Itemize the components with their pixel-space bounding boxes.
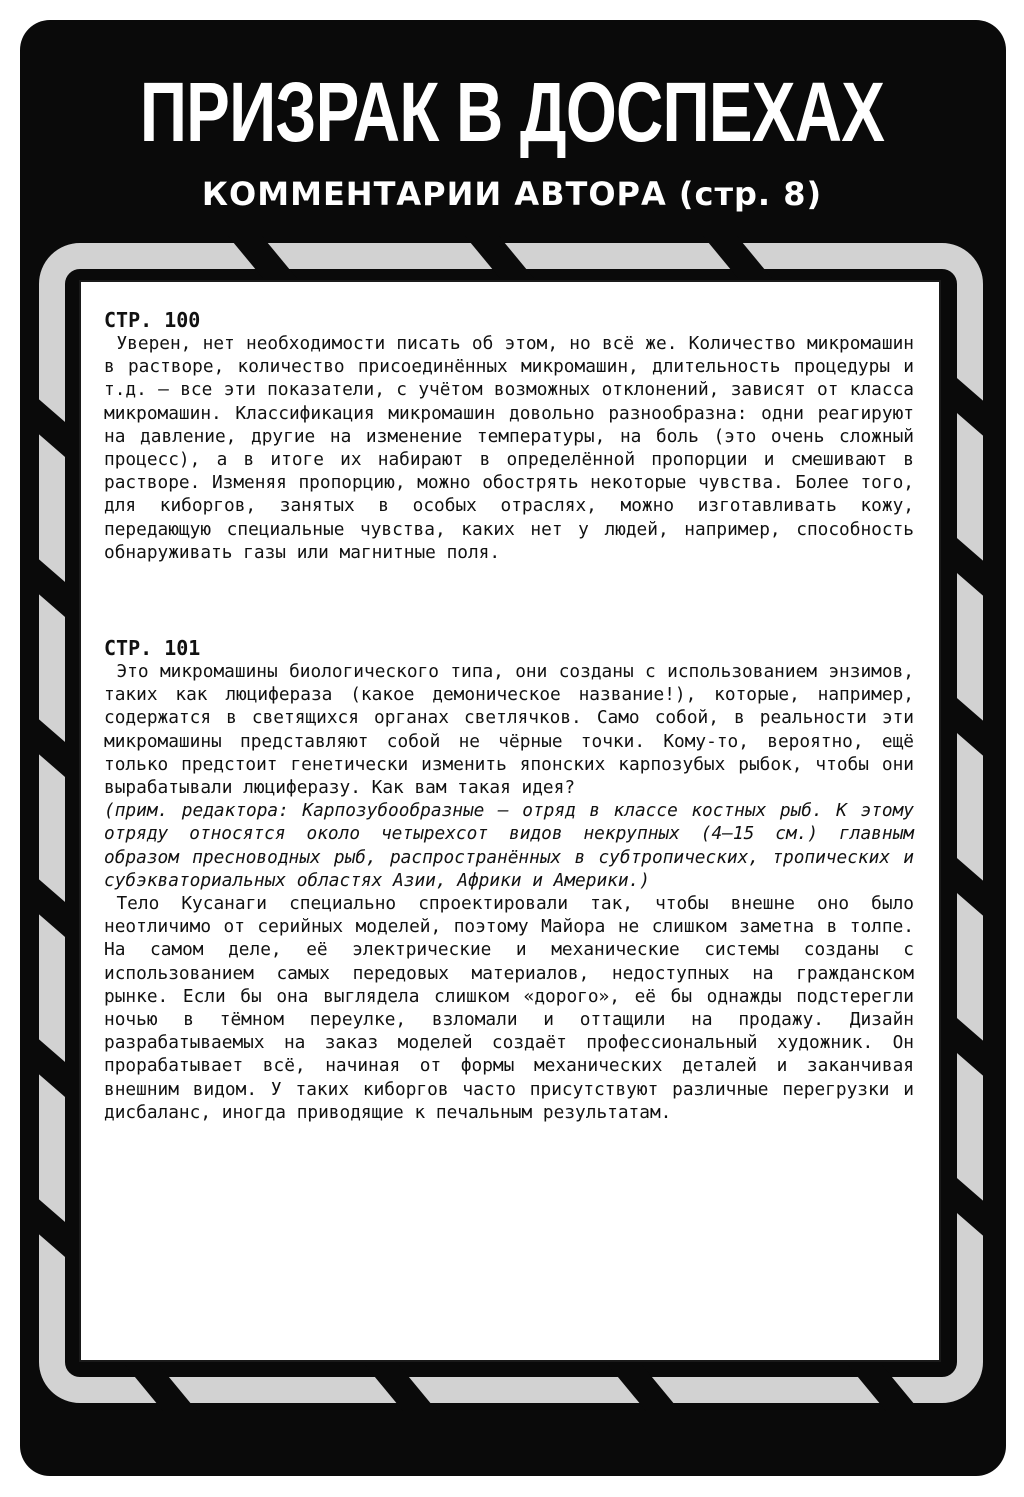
editor-note: (прим. редактора: Карпозубообразные – отряд в классе костных рыб. К этому отряду относятся около четырехсот видов некрупных (4–15 см.) главным образом пресноводных рыб, распространённых в субтропических, тропических и субэкваториальных областях Азии, Африки и Америки.) bbox=[104, 800, 914, 891]
commentary-content bbox=[104, 308, 914, 1124]
section-heading: СТР. 101 bbox=[104, 636, 201, 661]
paragraph: Уверен, нет необходимости писать об этом, но всё же. Количество микромашин в растворе, количество присоединённых микромашин, длительность процедуры и т.д. – все эти показатели, с учётом возможных отклонений, зависят от класса микромашин. Классификация микромашин довольно разнообразна: одни реагируют на давление, другие на изменение температуры, на боль (это очень сложный процесс), а в итоге их набирают в определённой пропорции и смешивают в растворе. Изменяя пропорцию, можно обострять некоторые чувства. Более того, для киборгов, занятых в особых отраслях, можно изготавливать кожу, передающую специальные чувства, каких нет у людей, например, способность обнаруживать газы или магнитные поля. bbox=[104, 333, 914, 563]
page-subtitle: КОММЕНТАРИИ АВТОРА (стр. 8) bbox=[201, 175, 823, 213]
paragraph: Тело Кусанаги специально спроектировали так, чтобы внешне оно было неотличимо от серийных моделей, поэтому Майора не слишком заметна в толпе. На самом деле, её электрические и механические системы созданы с использованием самых передовых материалов, недоступных на гражданском рынке. Если бы она выглядела слишком «дорого», её бы однажды подстерегли ночью в тёмном переулке, взломали и оттащили на продажу. Дизайн разрабатываемых на заказ моделей создаёт профессиональный художник. Он прорабатывает всё, начиная от формы механических деталей и заканчивая внешним видом. У таких киборгов часто присутствуют различные перегрузки и дисбаланс, иногда приводящие к печальным результатам. bbox=[104, 893, 914, 1123]
paragraph: Это микромашины биологического типа, они созданы с использованием энзимов, таких как люцифераза (какое демоническое название!), которые, например, содержатся в светящихся органах светлячков. Само собой, в реальности эти микромашины представляют собой не чёрные точки. Кому-то, вероятно, ещё только предстоит генетически изменить японских карпозубых рыбок, чтобы они вырабатывали люциферазу. Как вам такая идея? bbox=[104, 661, 914, 799]
section-heading: СТР. 100 bbox=[104, 308, 201, 332]
section-page-101 bbox=[104, 636, 914, 1124]
page-title: ПРИЗРАК В ДОСПЕХАХ bbox=[139, 65, 885, 159]
section-page-100 bbox=[104, 308, 914, 564]
